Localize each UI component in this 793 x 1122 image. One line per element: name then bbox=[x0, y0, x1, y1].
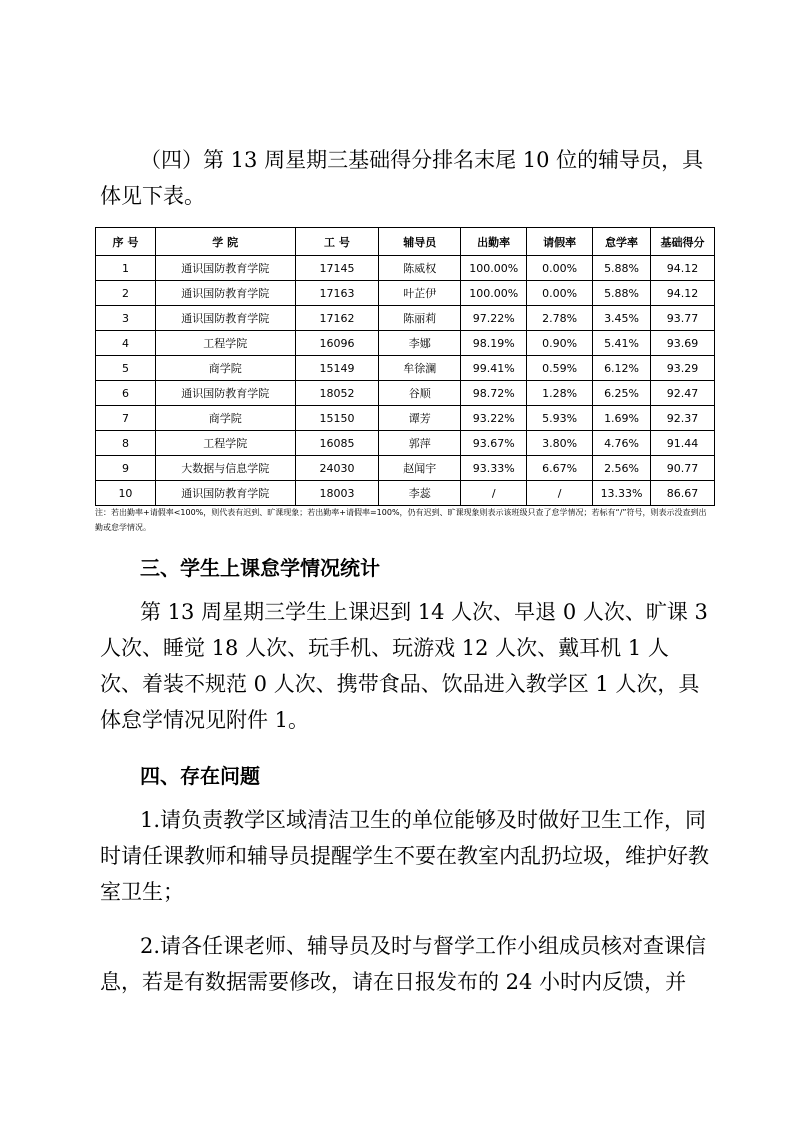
cell-staff-id: 16096 bbox=[295, 331, 379, 356]
table-row bbox=[96, 356, 715, 381]
cell-truancy: 6.12% bbox=[593, 356, 651, 381]
cell-score: 86.67 bbox=[651, 481, 715, 506]
col-header-leave: 请假率 bbox=[527, 228, 593, 256]
cell-score: 91.44 bbox=[651, 431, 715, 456]
cell-college: 通识国防教育学院 bbox=[155, 381, 295, 406]
cell-counselor: 李娜 bbox=[379, 331, 461, 356]
col-header-college: 学 院 bbox=[155, 228, 295, 256]
cell-score: 93.69 bbox=[651, 331, 715, 356]
cell-truancy: 4.76% bbox=[593, 431, 651, 456]
table-intro: （四）第 13 周星期三基础得分排名末尾 10 位的辅导员，具体见下表。 bbox=[100, 148, 704, 208]
section-3-body: 第 13 周星期三学生上课迟到 14 人次、早退 0 人次、旷课 3 人次、睡觉 18 人次、玩手机、玩游戏 12 人次、戴耳机 1 人次、着装不规范 0 人次、携带食品、饮品进入教学区 1 人次，具体怠学情况见附件 1。 bbox=[100, 600, 708, 732]
cell-counselor: 陈丽莉 bbox=[379, 306, 461, 331]
cell-truancy: 5.41% bbox=[593, 331, 651, 356]
cell-leave: 0.00% bbox=[527, 256, 593, 281]
cell-counselor: 郭萍 bbox=[379, 431, 461, 456]
cell-truancy: 6.25% bbox=[593, 381, 651, 406]
table-footnote: 注：若出勤率+请假率<100%，则代表有迟到、旷课现象；若出勤率+请假率=100%，仍有迟到、旷课现象则表示该班级只查了怠学情况；若标有“/”符号，则表示没查到出勤或怠学情况。 bbox=[95, 508, 707, 532]
table-row bbox=[96, 431, 715, 456]
cell-college: 通识国防教育学院 bbox=[155, 281, 295, 306]
table-row bbox=[96, 481, 715, 506]
table-row bbox=[96, 381, 715, 406]
col-header-score: 基础得分 bbox=[651, 228, 715, 256]
cell-index: 3 bbox=[96, 306, 156, 331]
cell-counselor: 赵闻宇 bbox=[379, 456, 461, 481]
col-header-attendance: 出勤率 bbox=[461, 228, 527, 256]
cell-staff-id: 17163 bbox=[295, 281, 379, 306]
cell-index: 4 bbox=[96, 331, 156, 356]
cell-truancy: 1.69% bbox=[593, 406, 651, 431]
cell-truancy: 5.88% bbox=[593, 256, 651, 281]
cell-score: 94.12 bbox=[651, 256, 715, 281]
cell-leave: 3.80% bbox=[527, 431, 593, 456]
ranking-table bbox=[95, 227, 715, 506]
cell-college: 商学院 bbox=[155, 356, 295, 381]
cell-counselor: 叶芷伊 bbox=[379, 281, 461, 306]
table-row bbox=[96, 281, 715, 306]
col-header-staff-id: 工 号 bbox=[295, 228, 379, 256]
cell-counselor: 谷顺 bbox=[379, 381, 461, 406]
cell-truancy: 5.88% bbox=[593, 281, 651, 306]
cell-attendance: 97.22% bbox=[461, 306, 527, 331]
cell-attendance: 93.67% bbox=[461, 431, 527, 456]
cell-score: 92.47 bbox=[651, 381, 715, 406]
cell-college: 商学院 bbox=[155, 406, 295, 431]
cell-index: 7 bbox=[96, 406, 156, 431]
cell-counselor: 谭芳 bbox=[379, 406, 461, 431]
cell-attendance: 99.41% bbox=[461, 356, 527, 381]
cell-score: 94.12 bbox=[651, 281, 715, 306]
cell-attendance: 93.22% bbox=[461, 406, 527, 431]
cell-index: 2 bbox=[96, 281, 156, 306]
cell-leave: / bbox=[527, 481, 593, 506]
cell-staff-id: 15149 bbox=[295, 356, 379, 381]
col-header-counselor: 辅导员 bbox=[379, 228, 461, 256]
col-header-truancy: 怠学率 bbox=[593, 228, 651, 256]
cell-truancy: 13.33% bbox=[593, 481, 651, 506]
section-4-heading: 四、存在问题 bbox=[140, 764, 260, 788]
cell-score: 90.77 bbox=[651, 456, 715, 481]
cell-attendance: 100.00% bbox=[461, 256, 527, 281]
cell-college: 通识国防教育学院 bbox=[155, 481, 295, 506]
cell-score: 93.77 bbox=[651, 306, 715, 331]
cell-staff-id: 15150 bbox=[295, 406, 379, 431]
cell-college: 大数据与信息学院 bbox=[155, 456, 295, 481]
cell-leave: 1.28% bbox=[527, 381, 593, 406]
cell-attendance: 93.33% bbox=[461, 456, 527, 481]
cell-college: 工程学院 bbox=[155, 331, 295, 356]
cell-truancy: 2.56% bbox=[593, 456, 651, 481]
table-row bbox=[96, 456, 715, 481]
cell-leave: 6.67% bbox=[527, 456, 593, 481]
cell-staff-id: 17162 bbox=[295, 306, 379, 331]
problem-item-2: 2.请各任课老师、辅导员及时与督学工作小组成员核对查课信息，若是有数据需要修改，请在日报发布的 24 小时内反馈，并 bbox=[100, 934, 707, 994]
table-row bbox=[96, 306, 715, 331]
cell-score: 92.37 bbox=[651, 406, 715, 431]
cell-college: 通识国防教育学院 bbox=[155, 256, 295, 281]
table-row bbox=[96, 256, 715, 281]
cell-leave: 0.59% bbox=[527, 356, 593, 381]
cell-leave: 5.93% bbox=[527, 406, 593, 431]
cell-staff-id: 16085 bbox=[295, 431, 379, 456]
section-3-heading: 三、学生上课怠学情况统计 bbox=[140, 556, 380, 580]
cell-staff-id: 18003 bbox=[295, 481, 379, 506]
problem-item-1: 1.请负责教学区域清洁卫生的单位能够及时做好卫生工作，同时请任课教师和辅导员提醒学生不要在教室内乱扔垃圾，维护好教室卫生； bbox=[100, 808, 709, 904]
cell-index: 10 bbox=[96, 481, 156, 506]
cell-counselor: 李蕊 bbox=[379, 481, 461, 506]
col-header-index: 序 号 bbox=[96, 228, 156, 256]
cell-leave: 0.00% bbox=[527, 281, 593, 306]
cell-staff-id: 18052 bbox=[295, 381, 379, 406]
cell-staff-id: 17145 bbox=[295, 256, 379, 281]
table-row bbox=[96, 331, 715, 356]
cell-college: 通识国防教育学院 bbox=[155, 306, 295, 331]
cell-counselor: 牟徐澜 bbox=[379, 356, 461, 381]
cell-score: 93.29 bbox=[651, 356, 715, 381]
cell-attendance: / bbox=[461, 481, 527, 506]
cell-counselor: 陈威权 bbox=[379, 256, 461, 281]
cell-index: 1 bbox=[96, 256, 156, 281]
cell-leave: 2.78% bbox=[527, 306, 593, 331]
cell-index: 9 bbox=[96, 456, 156, 481]
cell-college: 工程学院 bbox=[155, 431, 295, 456]
cell-staff-id: 24030 bbox=[295, 456, 379, 481]
cell-attendance: 98.19% bbox=[461, 331, 527, 356]
table-header-row bbox=[96, 228, 715, 256]
cell-index: 5 bbox=[96, 356, 156, 381]
cell-index: 6 bbox=[96, 381, 156, 406]
cell-attendance: 100.00% bbox=[461, 281, 527, 306]
cell-attendance: 98.72% bbox=[461, 381, 527, 406]
cell-truancy: 3.45% bbox=[593, 306, 651, 331]
cell-index: 8 bbox=[96, 431, 156, 456]
cell-leave: 0.90% bbox=[527, 331, 593, 356]
table-row bbox=[96, 406, 715, 431]
